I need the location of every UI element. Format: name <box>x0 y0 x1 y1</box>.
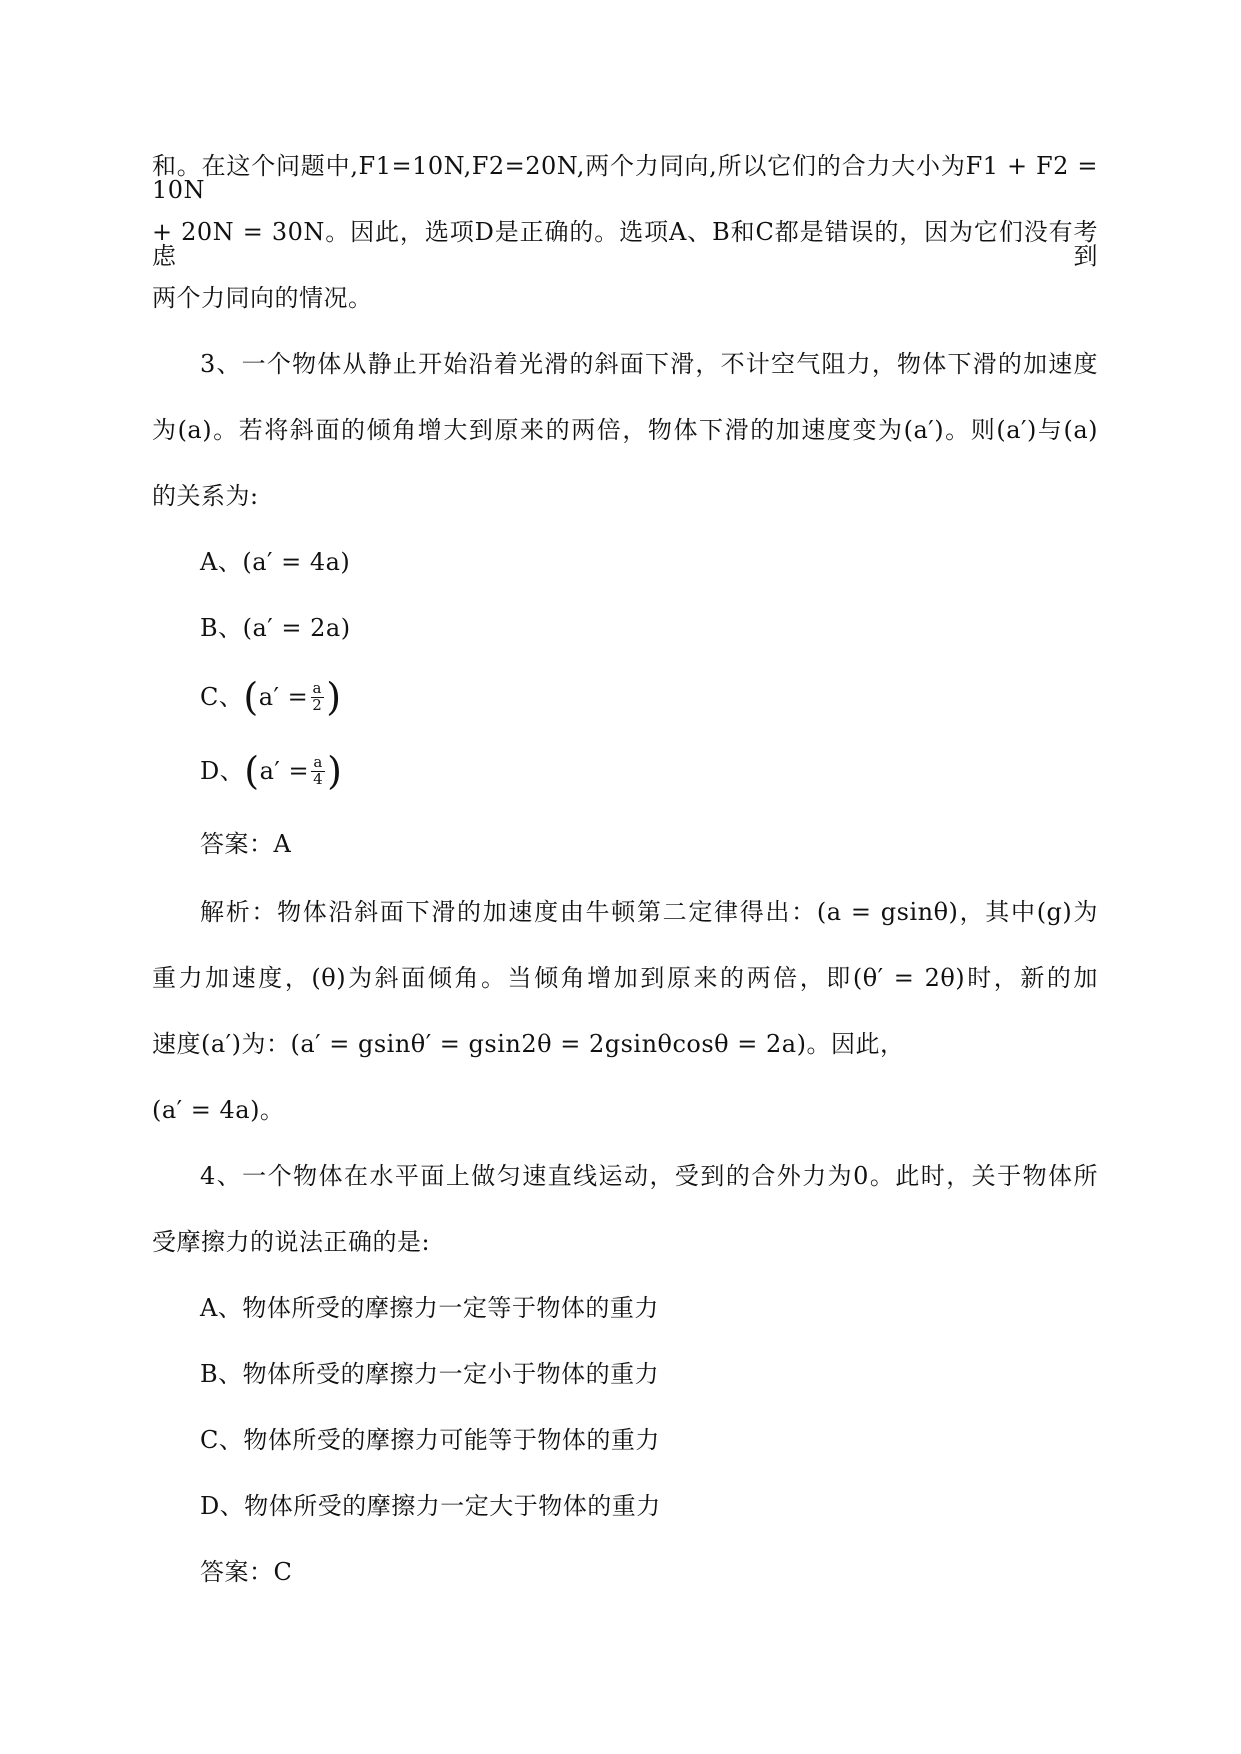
paragraph-line: + 20N = 30N。因此，选项D是正确的。选项A、B和C都是错误的，因为它们没有考虑到 <box>152 218 1098 270</box>
analysis-line: 解析：物体沿斜面下滑的加速度由牛顿第二定律得出：(a = gsinθ)，其中(g)为 <box>200 898 1098 926</box>
left-paren-icon: ( <box>243 675 259 719</box>
answer-q4: 答案：C <box>200 1558 293 1586</box>
question-4-line: 受摩擦力的说法正确的是: <box>152 1228 431 1256</box>
option-b: B、(a′ = 2a) <box>200 614 351 642</box>
right-paren-icon: ) <box>327 749 343 793</box>
fraction <box>310 678 324 714</box>
right-paren-icon: ) <box>326 675 342 719</box>
question-3-line: 3、一个物体从静止开始沿着光滑的斜面下滑，不计空气阻力，物体下滑的加速度 <box>200 350 1098 378</box>
analysis-line: 重力加速度，(θ)为斜面倾角。当倾角增加到原来的两倍，即(θ′ = 2θ)时，新的加 <box>152 964 1098 992</box>
question-3-line: 的关系为: <box>152 482 259 510</box>
answer-q3: 答案：A <box>200 830 292 858</box>
question-3-line: 为(a)。若将斜面的倾角增大到原来的两倍，物体下滑的加速度变为(a′)。则(a′)与(a) <box>152 416 1098 444</box>
q4-option-a: A、物体所受的摩擦力一定等于物体的重力 <box>200 1294 659 1322</box>
fraction <box>311 752 325 788</box>
fraction-numerator: a <box>312 678 322 697</box>
fraction-numerator: a <box>313 752 323 771</box>
option-d-prefix: D、 <box>200 757 245 785</box>
analysis-line: (a′ = 4a)。 <box>152 1096 285 1124</box>
question-4-line: 4、一个物体在水平面上做匀速直线运动，受到的合外力为0。此时，关于物体所 <box>200 1162 1098 1190</box>
fraction-denominator: 2 <box>312 695 323 714</box>
option-d <box>200 749 343 793</box>
fraction-denominator: 4 <box>313 769 324 788</box>
q4-option-b: B、物体所受的摩擦力一定小于物体的重力 <box>200 1360 660 1388</box>
analysis-line: 速度(a′)为：(a′ = gsinθ′ = gsin2θ = 2gsinθcosθ = 2a)。因此， <box>152 1030 905 1058</box>
option-a: A、(a′ = 4a) <box>200 548 351 576</box>
option-d-lhs: a′ = <box>259 757 310 785</box>
option-c <box>200 675 342 719</box>
option-c-lhs: a′ = <box>258 683 309 711</box>
left-paren-icon: ( <box>244 749 260 793</box>
q4-option-c: C、物体所受的摩擦力可能等于物体的重力 <box>200 1426 660 1454</box>
paragraph-line: 两个力同向的情况。 <box>152 284 373 312</box>
paragraph-line: 和。在这个问题中,F1=10N,F2=20N,两个力同向,所以它们的合力大小为F1 + F2 = 10N <box>152 152 1098 204</box>
option-c-prefix: C、 <box>200 683 244 711</box>
q4-option-d: D、物体所受的摩擦力一定大于物体的重力 <box>200 1492 661 1520</box>
